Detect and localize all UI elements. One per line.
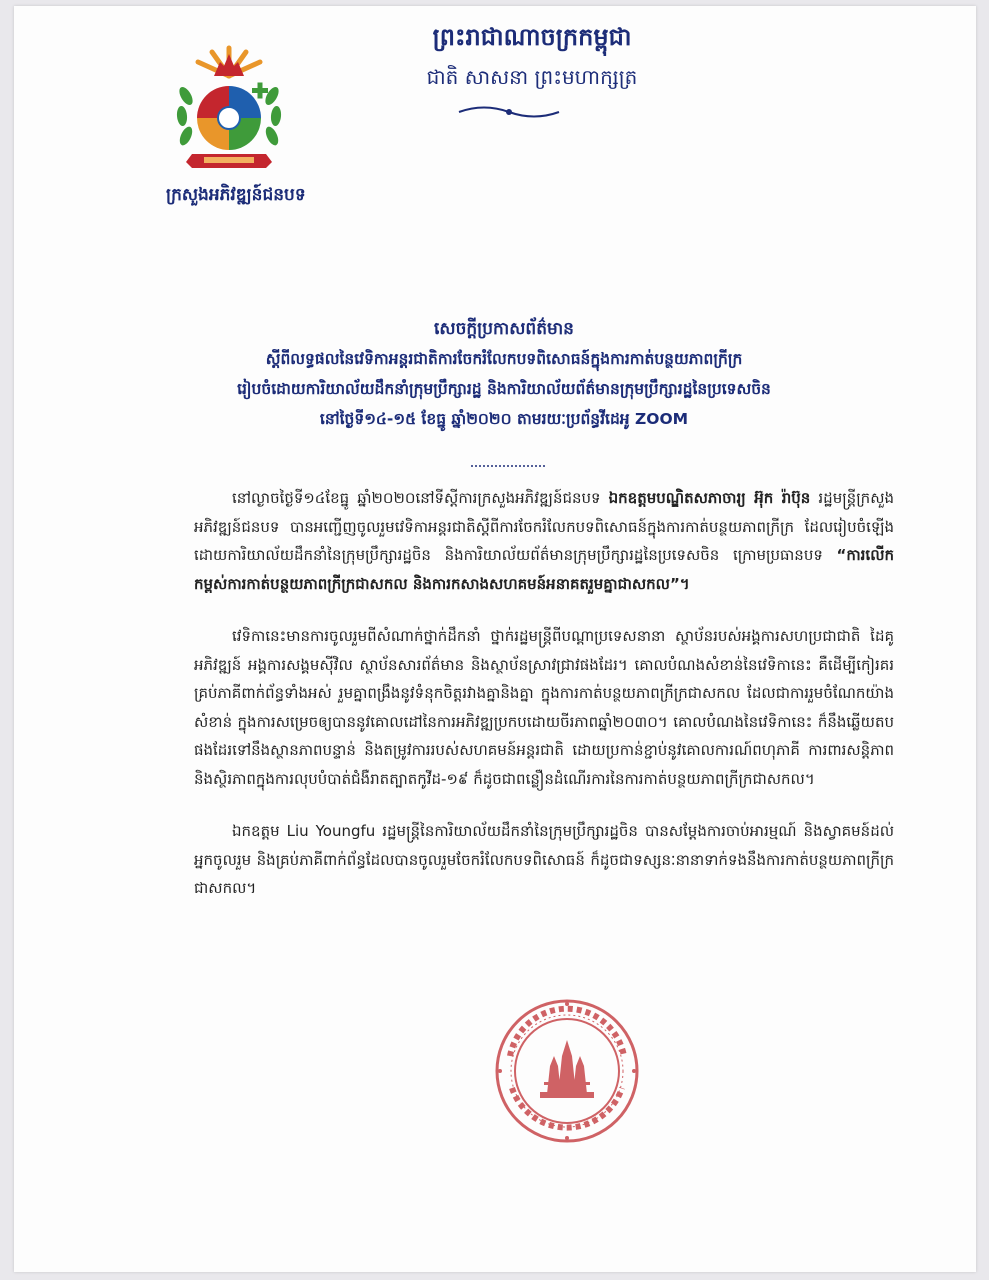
document-page: [14, 6, 976, 1272]
title-line-3: រៀបចំដោយការិយាល័យដឹកនាំក្រុមប្រឹក្សារដ្ឋ និងការិយាល័យព័ត៌មានក្រុមប្រឹក្សារដ្ឋនៃប្រទេសចិន: [237, 380, 771, 398]
forum-theme: “ការលើកកម្ពស់ការកាត់បន្ថយភាពក្រីក្រជាសកល និងការកសាងសហគមន៍អនាគតរួមគ្នាជាសកល”។: [194, 546, 894, 593]
title-line-2: ស្តីពីលទ្ធផលនៃវេទិកាអន្តរជាតិការចែករំលែកបទពិសោធន៍ក្នុងការកាត់បន្ថយភាពក្រីក្រ: [265, 350, 743, 368]
national-motto: ជាតិ សាសនា ព្រះមហាក្សត្រ: [426, 65, 638, 89]
ministry-emblem-icon: [164, 36, 294, 176]
title-divider-icon: [469, 461, 549, 471]
paragraph-2: វេទិកានេះមានការចូលរួមពីសំណាក់ថ្នាក់ដឹកនាំ ថ្នាក់រដ្ឋមន្ត្រីពីបណ្តាប្រទេសនានា ស្ថាប័នរបស់អង្គការសហប្រជាជាតិ ដៃគូអភិវឌ្ឍន៍ អង្គការសង្គមស៊ីវិល ស្ថាប័នសារព័ត៌មាន និងស្ថាប័នស្រាវជ្រាវផងដែរ។ គោលបំណងសំខាន់នៃវេទិកានេះ គឺដើម្បីកៀរគរគ្រប់ភាគីពាក់ព័ន្ធទាំងអស់ រួមគ្នាពង្រឹងនូវទំនុកចិត្តរវាងគ្នានិងគ្នា ក្នុងការកាត់បន្ថយភាពក្រីក្រជាសកល ដែលជាការរួមចំណែកយ៉ាងសំខាន់ ក្នុងការសម្រេចឲ្យបាននូវគោលដៅនៃការអភិវឌ្ឍប្រកបដោយចីរភាពឆ្នាំ២០៣០។ គោលបំណងនៃវេទិកានេះ ក៏នឹងឆ្លើយតបផងដែរទៅនឹងស្ថានភាពបន្ទាន់ និងតម្រូវការរបស់សហគមន៍អន្តរជាតិ ដោយប្រកាន់ខ្ជាប់នូវគោលការណ៍ពហុភាគី ការពារសន្តិភាព និងស្ថិរភាពក្នុងការលុបបំបាត់ជំងឺរាតត្បាតកូវីដ-១៩ ក៏ដូចជាពន្លឿនដំណើរការនៃការកាត់បន្ថយភាពក្រីក្រជាសកល។: [194, 627, 894, 788]
paragraph-3: ឯកឧត្តម Liu Youngfu រដ្ឋមន្ត្រីនៃការិយាល័យដឹកនាំនៃក្រុមប្រឹក្សារដ្ឋចិន បានសម្តែងការចាប់អារម្មណ៍ និងស្វាគមន៍ដល់អ្នកចូលរួម និងគ្រប់ភាគីពាក់ព័ន្ធដែលបានចូលរួមចែករំលែកបទពិសោធន៍ ក៏ដូចជាទស្សនៈនានាទាក់ទងនឹងការកាត់បន្ថយភាពក្រីក្រជាសកល។: [194, 822, 894, 897]
press-release-body: [194, 484, 894, 927]
official-stamp-icon: [492, 996, 642, 1146]
press-release-title: [164, 314, 844, 434]
paragraph-1-intro: នៅល្ងាចថ្ងៃទី១៤ខែធ្នូ ឆ្នាំ២០២០នៅទីស្តីការក្រសួងអភិវឌ្ឍន៍ជនបទ: [232, 489, 609, 507]
ornament-divider-icon: [454, 101, 564, 123]
kingdom-heading: ព្រះរាជាណាចក្រកម្ពុជា: [432, 22, 632, 51]
paragraph-1-middle: រដ្ឋមន្ត្រីក្រសួងអភិវឌ្ឍន៍ជនបទ បានអញ្ជើញចូលរួមវេទិកាអន្តរជាតិស្តីពីការចែករំលែកបទពិសោធន៍ក្នុងការកាត់បន្ថយភាពក្រីក្រ ដែលរៀបចំឡើងដោយការិយាល័យដឹកនាំនៃក្រុមប្រឹក្សារដ្ឋចិន និងការិយាល័យព័ត៌មានក្រុមប្រឹក្សារដ្ឋនៃប្រទេសចិន ក្រោមប្រធានបទ: [194, 489, 894, 564]
title-line-1: សេចក្តីប្រកាសព័ត៌មាន: [434, 319, 574, 339]
paragraph-1: [194, 484, 894, 598]
title-line-4: នៅថ្ងៃទី១៤-១៥ ខែធ្នូ ឆ្នាំ២០២០ តាមរយៈប្រព័ន្ធវីដេអូ ZOOM: [319, 410, 689, 428]
ministry-logo: [144, 36, 314, 176]
ministry-name: ក្រសួងអភិវឌ្ឍន៍ជនបទ: [166, 185, 306, 205]
minister-name: ឯកឧត្តមបណ្ឌិតសភាចារ្យ អ៊ុក រ៉ាប៊ុន: [608, 489, 811, 507]
